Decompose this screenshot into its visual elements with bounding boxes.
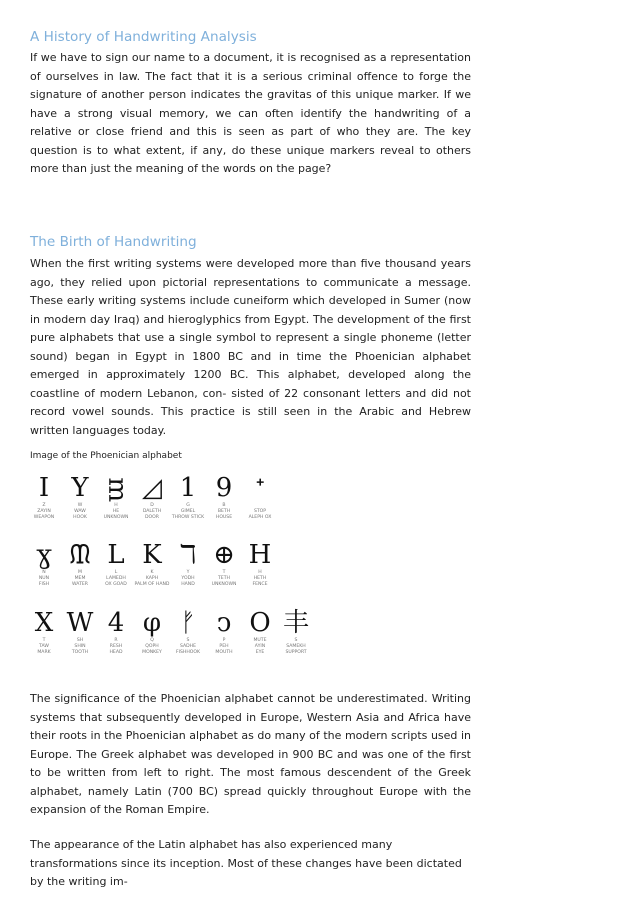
letter-latin-equivalent: Y (186, 570, 190, 575)
letter-latin-equivalent: T (222, 570, 226, 575)
letter-name: MONKEY (142, 650, 162, 655)
letter-name: HE (112, 509, 120, 514)
letter-name: TAW (39, 644, 49, 649)
letter-name: THROW STICK (171, 515, 205, 520)
letter-name: STOP (253, 509, 267, 514)
alphabet-letter (70, 473, 89, 520)
letter-glyph: ↄ (216, 608, 232, 638)
letter-glyph: 4 (107, 608, 125, 638)
letter-latin-equivalent: Q (150, 638, 154, 643)
letter-name: SADHE (179, 644, 197, 649)
letter-name: SUPPORT (285, 650, 307, 655)
letter-name: SHIN (74, 644, 86, 649)
letter-name: HETH (253, 576, 267, 581)
letter-name: MOUTH (215, 650, 233, 655)
alphabet-letter (36, 540, 52, 587)
alphabet-letter (283, 608, 309, 655)
letter-name: AYIN (254, 644, 266, 649)
letter-glyph: 1 (179, 473, 197, 503)
letter-glyph: ɣ (36, 540, 52, 570)
letter-glyph: I (38, 473, 50, 503)
letter-latin-equivalent: H (114, 503, 118, 508)
letter-latin-equivalent: P (222, 638, 226, 643)
alphabet-letter (69, 540, 91, 587)
paragraph-birth: When the first writing systems were developed more than five thousand years ago, they relied upon pictorial representations to communicate a message. These early writing systems include cuneiform which developed in Sumer (now in modern day Iraq) and hieroglyphics from Egypt. The development of the first pure alphabets that use a single symbol to represent a single phoneme (letter sound) began in Egypt in 1800 BC and in time the Phoenician alphabet emerged in approximately 1200 BC. This alphabet, developed along the coastline of modern Lebanon, con- sisted of 22 consonant letters and did not record vowel sounds. This practice is still seen in the Arabic and Hebrew written languages today. (30, 257, 471, 437)
paragraph-latin: The appearance of the Latin alphabet has also experienced many transformations since its inception. Most of these changes have been dictated by the writing im- (30, 838, 462, 888)
letter-glyph: Y (71, 473, 89, 503)
letter-name: PALM OF HAND (134, 582, 170, 587)
figure-caption: Image of the Phoenician alphabet (30, 451, 182, 461)
letter-name: LAMEDH (106, 576, 126, 581)
letter-latin-equivalent: MUTE (253, 638, 267, 643)
alphabet-letter (180, 540, 197, 587)
alphabet-letter (108, 608, 125, 655)
letter-latin-equivalent: M (78, 570, 82, 575)
letter-glyph: 丰 (282, 608, 310, 638)
letter-name: ZAYIN (37, 509, 51, 514)
paragraph-history: If we have to sign our name to a document, it is recognised as a representation of ourselves in law. The fact that it is a serious criminal offence to forge the signature of another person indicates the gravitas of this unique marker. If we have a strong visual memory, we can often identify the handwriting of a relative or close friend and this is seen as part of who they are. The key question is to what extent, if any, do these unique markers reveal to others more than just the meaning of the words on the page? (30, 51, 471, 175)
letter-glyph: ᐩ (254, 473, 266, 503)
letter-name: EYE (255, 650, 265, 655)
letter-name: FENCE (252, 582, 268, 587)
letter-name: WAW (74, 509, 86, 514)
letter-name: OX GOAD (105, 582, 127, 587)
letter-latin-equivalent: S (186, 638, 190, 643)
letter-name: DOOR (145, 515, 159, 520)
letter-glyph: ⊕ (213, 540, 235, 570)
letter-name: NUN (38, 576, 50, 581)
alphabet-letter (67, 608, 94, 655)
letter-name: HOOK (73, 515, 87, 520)
alphabet-letter (215, 608, 232, 655)
letter-name: SAMEKH (286, 644, 306, 649)
letter-latin-equivalent: N (42, 570, 46, 575)
letter-name: MARK (37, 650, 51, 655)
letter-name: UNKNOWN (211, 582, 237, 587)
letter-latin-equivalent: Z (42, 503, 46, 508)
alphabet-letter (176, 608, 201, 655)
alphabet-letter (34, 473, 54, 520)
letter-glyph: ℸ (179, 540, 197, 570)
alphabet-letter (171, 473, 205, 520)
letter-name: MEM (74, 576, 86, 581)
letter-name: TOOTH (71, 650, 89, 655)
letter-name: PEH (219, 644, 229, 649)
section-heading-birth: The Birth of Handwriting (30, 234, 197, 250)
letter-latin-equivalent: G (186, 503, 190, 508)
letter-glyph: ᴟ (107, 473, 125, 503)
letter-latin-equivalent: W (77, 503, 83, 508)
alphabet-letter (142, 608, 162, 655)
letter-name: HEAD (109, 650, 123, 655)
letter-glyph: O (249, 608, 271, 638)
letter-name: FISH (38, 582, 50, 587)
letter-name: FISHHOOK (175, 650, 201, 655)
letter-latin-equivalent: D (150, 503, 154, 508)
alphabet-letter (35, 608, 54, 655)
letter-name: HAND (181, 582, 195, 587)
alphabet-letter (216, 473, 233, 520)
letter-name: RESH (109, 644, 123, 649)
paragraph-significance: The significance of the Phoenician alphabet cannot be underestimated. Writing systems that subsequently developed in Europe, Western Asia and Africa have their roots in the Phoenician alphabet as do many of the modern scripts used in Europe. The Greek alphabet was developed in 900 BC and was one of the first to be written from left to right. The most famous descendent of the Greek alphabet, namely Latin (700 BC) spread quickly throughout Europe with the expansion of the Roman Empire. (30, 692, 471, 816)
letter-name: BETH (217, 509, 231, 514)
letter-name: WEAPON (33, 515, 55, 520)
letter-name: WATER (72, 582, 88, 587)
letter-latin-equivalent: S (294, 638, 298, 643)
letter-glyph: W (66, 608, 94, 638)
letter-glyph: H (248, 540, 272, 570)
alphabet-letter (104, 473, 129, 520)
letter-latin-equivalent: H (258, 570, 262, 575)
letter-glyph: ᙢ (69, 540, 91, 570)
alphabet-letter (105, 540, 127, 587)
alphabet-letter (249, 473, 272, 520)
letter-glyph: ᚠ (180, 608, 196, 638)
letter-name: UNKNOWN (103, 515, 129, 520)
letter-latin-equivalent: K (150, 570, 154, 575)
letter-glyph: L (107, 540, 125, 570)
letter-name: HOUSE (215, 515, 233, 520)
letter-name: DALETH (142, 509, 162, 514)
alphabet-letter (249, 608, 270, 655)
letter-name: KAPH (145, 576, 159, 581)
letter-latin-equivalent: T (42, 638, 46, 643)
alphabet-letter (212, 540, 237, 587)
letter-latin-equivalent: L (114, 570, 118, 575)
letter-glyph: ◿ (142, 473, 162, 503)
alphabet-letter (135, 540, 170, 587)
letter-name: GIMEL (180, 509, 196, 514)
phoenician-alphabet-figure (30, 470, 320, 675)
alphabet-letter (142, 473, 162, 520)
letter-latin-equivalent: B (222, 503, 226, 508)
letter-glyph: X (34, 608, 54, 638)
letter-name: YODH (181, 576, 195, 581)
alphabet-letter (249, 540, 272, 587)
letter-glyph: K (142, 540, 162, 570)
letter-name: ALEPH OX (248, 515, 272, 520)
letter-latin-equivalent: SH (76, 638, 84, 643)
letter-glyph: 9 (215, 473, 233, 503)
letter-latin-equivalent: R (114, 638, 118, 643)
letter-name: TETH (218, 576, 230, 581)
letter-name: QOPH (145, 644, 159, 649)
section-heading-history: A History of Handwriting Analysis (30, 29, 257, 45)
letter-glyph: φ (142, 608, 162, 638)
